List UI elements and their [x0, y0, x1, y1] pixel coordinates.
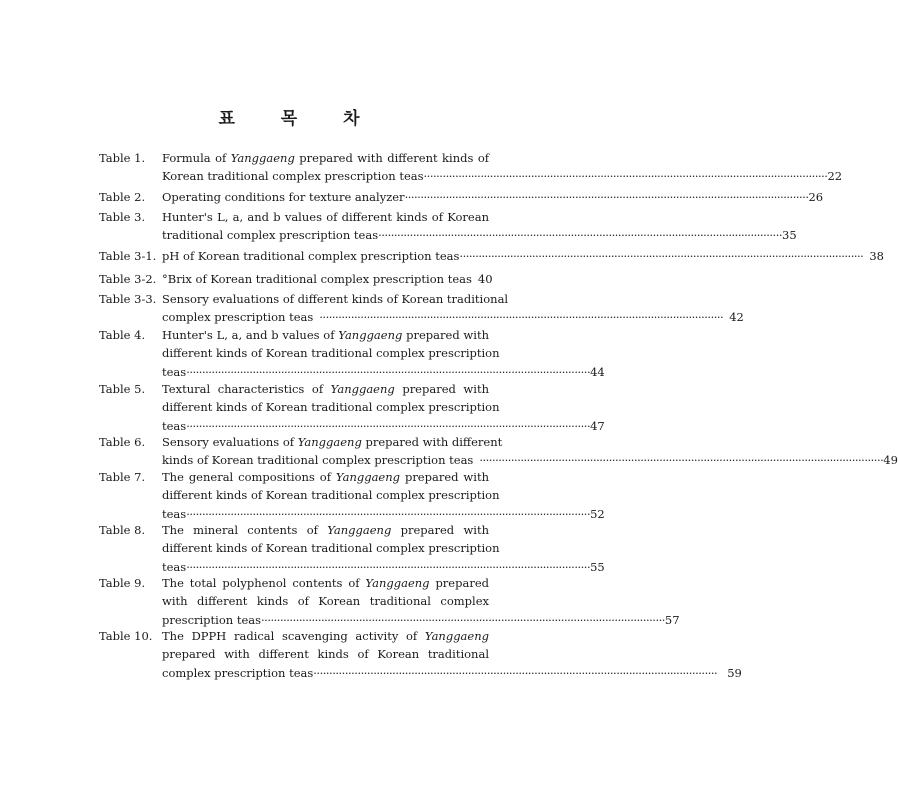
entry-text: pH of Korean traditional complex prescription teas [162, 249, 460, 263]
table-label: Table 3-3. [99, 292, 157, 306]
table-label: Table 3-2. [99, 272, 157, 286]
page-number: 49 [883, 453, 898, 468]
entry-text: °Brix of Korean traditional complex prescription teas [162, 272, 472, 286]
page-number: 52 [590, 506, 605, 521]
entry-line-last [162, 188, 824, 206]
entry-line-last [162, 664, 742, 682]
table-label: Table 4. [99, 328, 146, 342]
table-label: Table 5. [99, 382, 146, 396]
table-label: Table 1. [99, 151, 146, 165]
entry-text: Korean traditional complex prescription teas [162, 169, 424, 184]
entry-line: different kinds of Korean traditional complex prescription [162, 346, 500, 361]
table-label: Table 8. [99, 523, 146, 537]
entry-line: Textural characteristics of Yanggaeng prepared with [162, 382, 489, 396]
entry-line: Sensory evaluations of Yanggaeng prepared with different [162, 435, 503, 449]
entry-text: prescription teas [162, 612, 262, 627]
entry-line-last [162, 167, 843, 185]
entry-line: different kinds of Korean traditional complex prescription [162, 541, 500, 556]
page-number: 47 [590, 418, 605, 433]
page-number: 55 [590, 559, 605, 574]
page-number: 40 [477, 272, 493, 286]
entry-text: teas [162, 418, 187, 433]
page-number: 57 [664, 612, 680, 627]
entry-line-last [162, 308, 744, 326]
entry-line: with different kinds of Korean traditional complex [162, 594, 489, 609]
entry-line-last [162, 226, 797, 244]
dot-leader [313, 664, 717, 682]
entry-text: teas [162, 506, 187, 521]
entry-line: The total polyphenol contents of Yanggaeng prepared [162, 576, 489, 590]
entry-line: Formula of Yanggaeng prepared with different kinds of [162, 151, 490, 165]
table-label: Table 3-1. [99, 249, 157, 263]
dot-leader [479, 451, 883, 469]
dot-leader [186, 363, 590, 381]
entry-text: teas [162, 364, 187, 379]
entry-text: Operating conditions for texture analyzer [162, 190, 405, 204]
entry-line: The DPPH radical scavenging activity of Yanggaeng [162, 629, 489, 643]
dot-leader [424, 167, 828, 185]
entry-text: kinds of Korean traditional complex prescription teas [162, 453, 474, 468]
page-number: 59 [727, 665, 742, 680]
page-number: 44 [590, 364, 605, 379]
entry-line: different kinds of Korean traditional complex prescription [162, 488, 500, 503]
entry-text: teas [162, 559, 187, 574]
page-title: 표 목 차 [218, 109, 380, 129]
entry-line: The mineral contents of Yanggaeng prepared with [162, 523, 489, 537]
table-label: Table 3. [99, 210, 146, 224]
entry-line: Sensory evaluations of different kinds of Korean traditional [162, 292, 509, 306]
entry-line: prepared with different kinds of Korean traditional [162, 647, 489, 662]
dot-leader [459, 247, 863, 265]
dot-leader [378, 226, 782, 244]
table-label: Table 6. [99, 435, 146, 449]
dot-leader [405, 188, 809, 206]
entry-line-last [162, 363, 605, 381]
page-number: 35 [782, 228, 797, 243]
table-label: Table 9. [99, 576, 146, 590]
entry-text: traditional complex prescription teas [162, 228, 379, 243]
entry-line: different kinds of Korean traditional complex prescription [162, 400, 500, 415]
entry-line-last [162, 247, 884, 265]
entry-line: The general compositions of Yanggaeng prepared with [162, 470, 489, 484]
entry-text: complex prescription teas [162, 310, 314, 325]
entry-line-last [162, 270, 493, 288]
entry-line: Hunter's L, a, and b values of Yanggaeng prepared with [162, 328, 489, 342]
table-label: Table 10. [99, 629, 153, 643]
entry-line: Hunter's L, a, and b values of different kinds of Korean [162, 210, 489, 224]
page-number: 22 [827, 169, 843, 184]
table-label: Table 7. [99, 470, 146, 484]
page-number: 38 [869, 249, 884, 263]
entry-text: complex prescription teas [162, 665, 314, 680]
page-number: 26 [808, 190, 824, 204]
table-label: Table 2. [99, 190, 146, 204]
page-number: 42 [729, 310, 744, 325]
dot-leader [319, 308, 723, 326]
